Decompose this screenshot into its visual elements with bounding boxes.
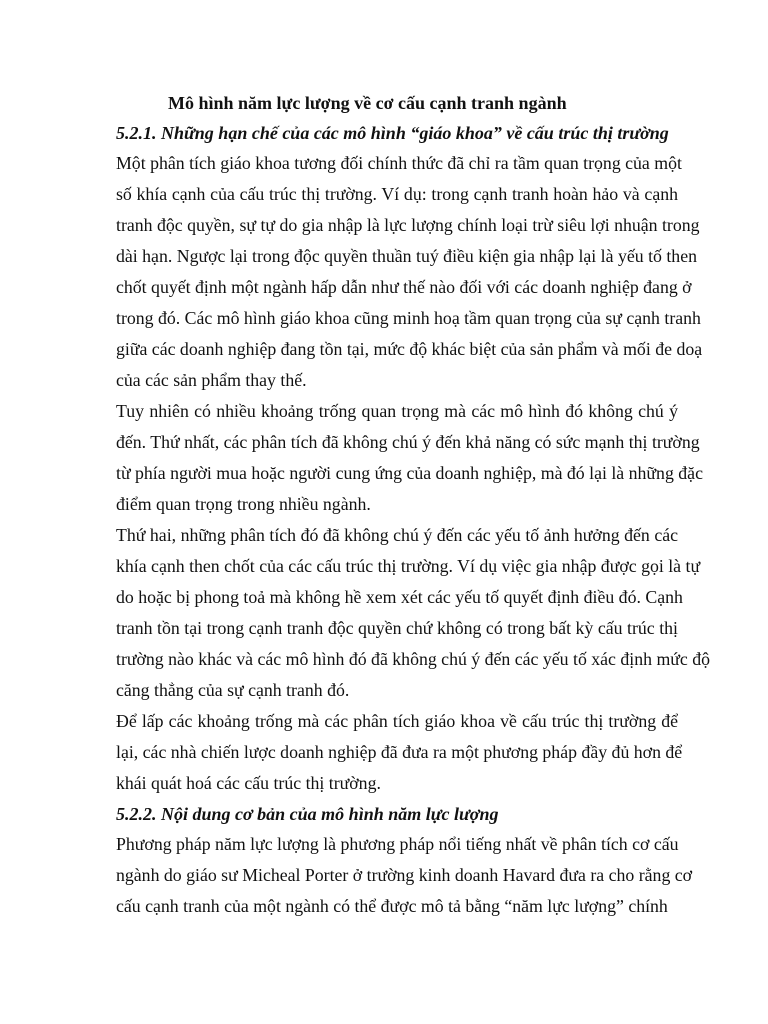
paragraph-3: [116, 520, 711, 706]
paragraph-line: tranh độc quyền, sự tự do gia nhập là lực lượng chính loại trừ siêu lợi nhuận trong: [116, 215, 700, 235]
paragraph-line: Tuy nhiên có nhiều khoảng trống quan trọng mà các mô hình đó không chú ý: [116, 401, 678, 421]
paragraph-line: tranh tồn tại trong cạnh tranh độc quyền chứ không có trong bất kỳ cấu trúc thị: [116, 618, 678, 638]
paragraph-line: chốt quyết định một ngành hấp dẫn như thế nào đối với các doanh nghiệp đang ở: [116, 277, 692, 297]
paragraph-line: Thứ hai, những phân tích đó đã không chú ý đến các yếu tố ảnh hưởng đến các: [116, 525, 678, 545]
paragraph-line: điểm quan trọng trong nhiều ngành.: [116, 494, 371, 514]
paragraph-line: Để lấp các khoảng trống mà các phân tích giáo khoa về cấu trúc thị trường để: [116, 711, 678, 731]
paragraph-line: dài hạn. Ngược lại trong độc quyền thuần tuý điều kiện gia nhập lại là yếu tố then: [116, 246, 697, 266]
paragraph-5: [116, 829, 693, 922]
paragraph-line: cấu cạnh tranh của một ngành có thể được mô tả bằng “năm lực lượng” chính: [116, 896, 668, 916]
paragraph-line: lại, các nhà chiến lược doanh nghiệp đã đưa ra một phương pháp đầy đủ hơn để: [116, 742, 683, 762]
section-heading-5-2-1: 5.2.1. Những hạn chế của các mô hình “giáo khoa” về cấu trúc thị trường: [116, 123, 669, 143]
paragraph-line: trong đó. Các mô hình giáo khoa cũng minh hoạ tầm quan trọng của sự cạnh tranh: [116, 308, 701, 328]
paragraph-line: ngành do giáo sư Micheal Porter ở trường kinh doanh Havard đưa ra cho rằng cơ: [116, 865, 693, 885]
paragraph-line: khía cạnh then chốt của các cấu trúc thị trường. Ví dụ việc gia nhập được gọi là tự: [116, 556, 701, 576]
paragraph-line: của các sản phẩm thay thế.: [116, 370, 307, 390]
document-title: Mô hình năm lực lượng về cơ cấu cạnh tranh ngành: [168, 93, 567, 113]
paragraph-line: số khía cạnh của cấu trúc thị trường. Ví dụ: trong cạnh tranh hoàn hảo và cạnh: [116, 184, 678, 204]
document-body: [116, 88, 711, 922]
paragraph-line: trường nào khác và các mô hình đó đã không chú ý đến các yếu tố xác định mức độ: [116, 649, 711, 669]
paragraph-line: Phương pháp năm lực lượng là phương pháp nổi tiếng nhất về phân tích cơ cấu: [116, 834, 679, 854]
section-heading-5-2-2: 5.2.2. Nội dung cơ bản của mô hình năm lực lượng: [116, 804, 499, 824]
paragraph-line: do hoặc bị phong toả mà không hề xem xét các yếu tố quyết định điều đó. Cạnh: [116, 587, 683, 607]
paragraph-2: [116, 396, 703, 520]
paragraph-line: từ phía người mua hoặc người cung ứng của doanh nghiệp, mà đó lại là những đặc: [116, 463, 703, 483]
paragraph-4: [116, 706, 683, 799]
paragraph-line: đến. Thứ nhất, các phân tích đã không chú ý đến khả năng có sức mạnh thị trường: [116, 432, 700, 452]
paragraph-line: Một phân tích giáo khoa tương đối chính thức đã chỉ ra tầm quan trọng của một: [116, 153, 682, 173]
paragraph-line: căng thẳng của sự cạnh tranh đó.: [116, 680, 350, 700]
paragraph-line: giữa các doanh nghiệp đang tồn tại, mức độ khác biệt của sản phẩm và mối đe doạ: [116, 339, 703, 359]
paragraph-line: khái quát hoá các cấu trúc thị trường.: [116, 773, 381, 793]
paragraph-1: [116, 148, 703, 396]
